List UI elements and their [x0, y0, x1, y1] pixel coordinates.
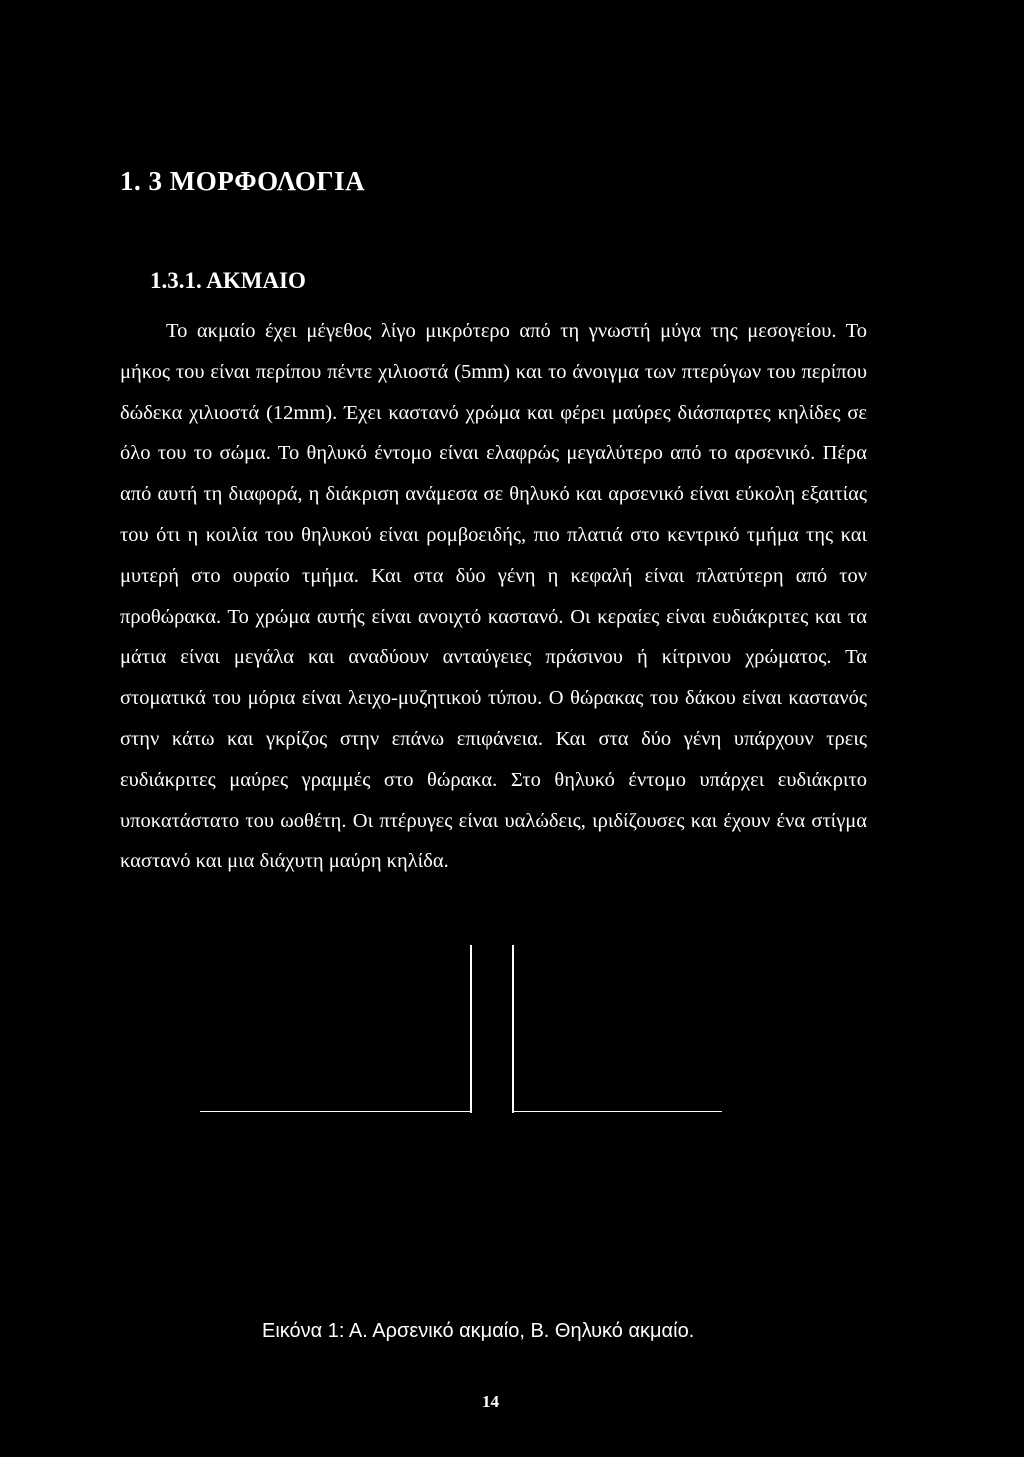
section-title: 1. 3 ΜΟΡΦΟΛΟΓΙΑ	[120, 166, 366, 196]
figure-baseline-right	[512, 1111, 722, 1112]
figure-divider-right	[512, 945, 514, 1113]
subsection-title: 1.3.1. ΑΚΜΑΙΟ	[150, 268, 306, 293]
body-paragraph: Το ακμαίο έχει μέγεθος λίγο μικρότερο από τη γνωστή μύγα της μεσογείου. Το μήκος του είναι περίπου πέντε χιλιοστά (5mm) και το άνοιγμα των πτερύγων του περίπου δώδεκα χιλιοστά (12mm). Έχει καστανό χρώμα και φέρει μαύρες διάσπαρτες κηλίδες σε όλο του το σώμα. Το θηλυκό έντομο είναι ελαφρώς μεγαλύτερο από το αρσενικό. Πέρα από αυτή τη διαφορά, η διάκριση ανάμεσα σε θηλυκό και αρσενικό είναι εύκολη εξαιτίας του ότι η κοιλία του θηλυκού είναι ρομβοειδής, πιο πλατιά στο κεντρικό τμήμα της και μυτερή στο ουραίο τμήμα. Και στα δύο γένη η κεφαλή είναι πλατύτερη από τον προθώρακα. Το χρώμα αυτής είναι ανοιχτό καστανό. Οι κεραίες είναι ευδιάκριτες και τα μάτια είναι μεγάλα και αναδύουν ανταύγειες πράσινου ή κίτρινου χρώματος. Τα στοματικά του μόρια είναι λειχο-μυζητικού τύπου. Ο θώρακας του δάκου είναι καστανός στην κάτω και γκρίζος στην επάνω επιφάνεια. Και στα δύο γένη υπάρχουν τρεις ευδιάκριτες μαύρες γραμμές στο θώρακα. Στο θηλυκό έντομο υπάρχει ευδιάκριτο υποκατάστατο του ωοθέτη. Οι πτέρυγες είναι υαλώδεις, ιριδίζουσες και έχουν ένα στίγμα καστανό και μια διάχυτη μαύρη κηλίδα.	[120, 320, 867, 873]
figure-caption: Εικόνα 1: Α. Αρσενικό ακμαίο, Β. Θηλυκό ακμαίο.	[262, 1320, 695, 1342]
figure-baseline-left	[200, 1111, 470, 1112]
figure-frame	[200, 945, 760, 1365]
page-number: 14	[482, 1392, 499, 1411]
figure-divider-left	[470, 945, 472, 1113]
